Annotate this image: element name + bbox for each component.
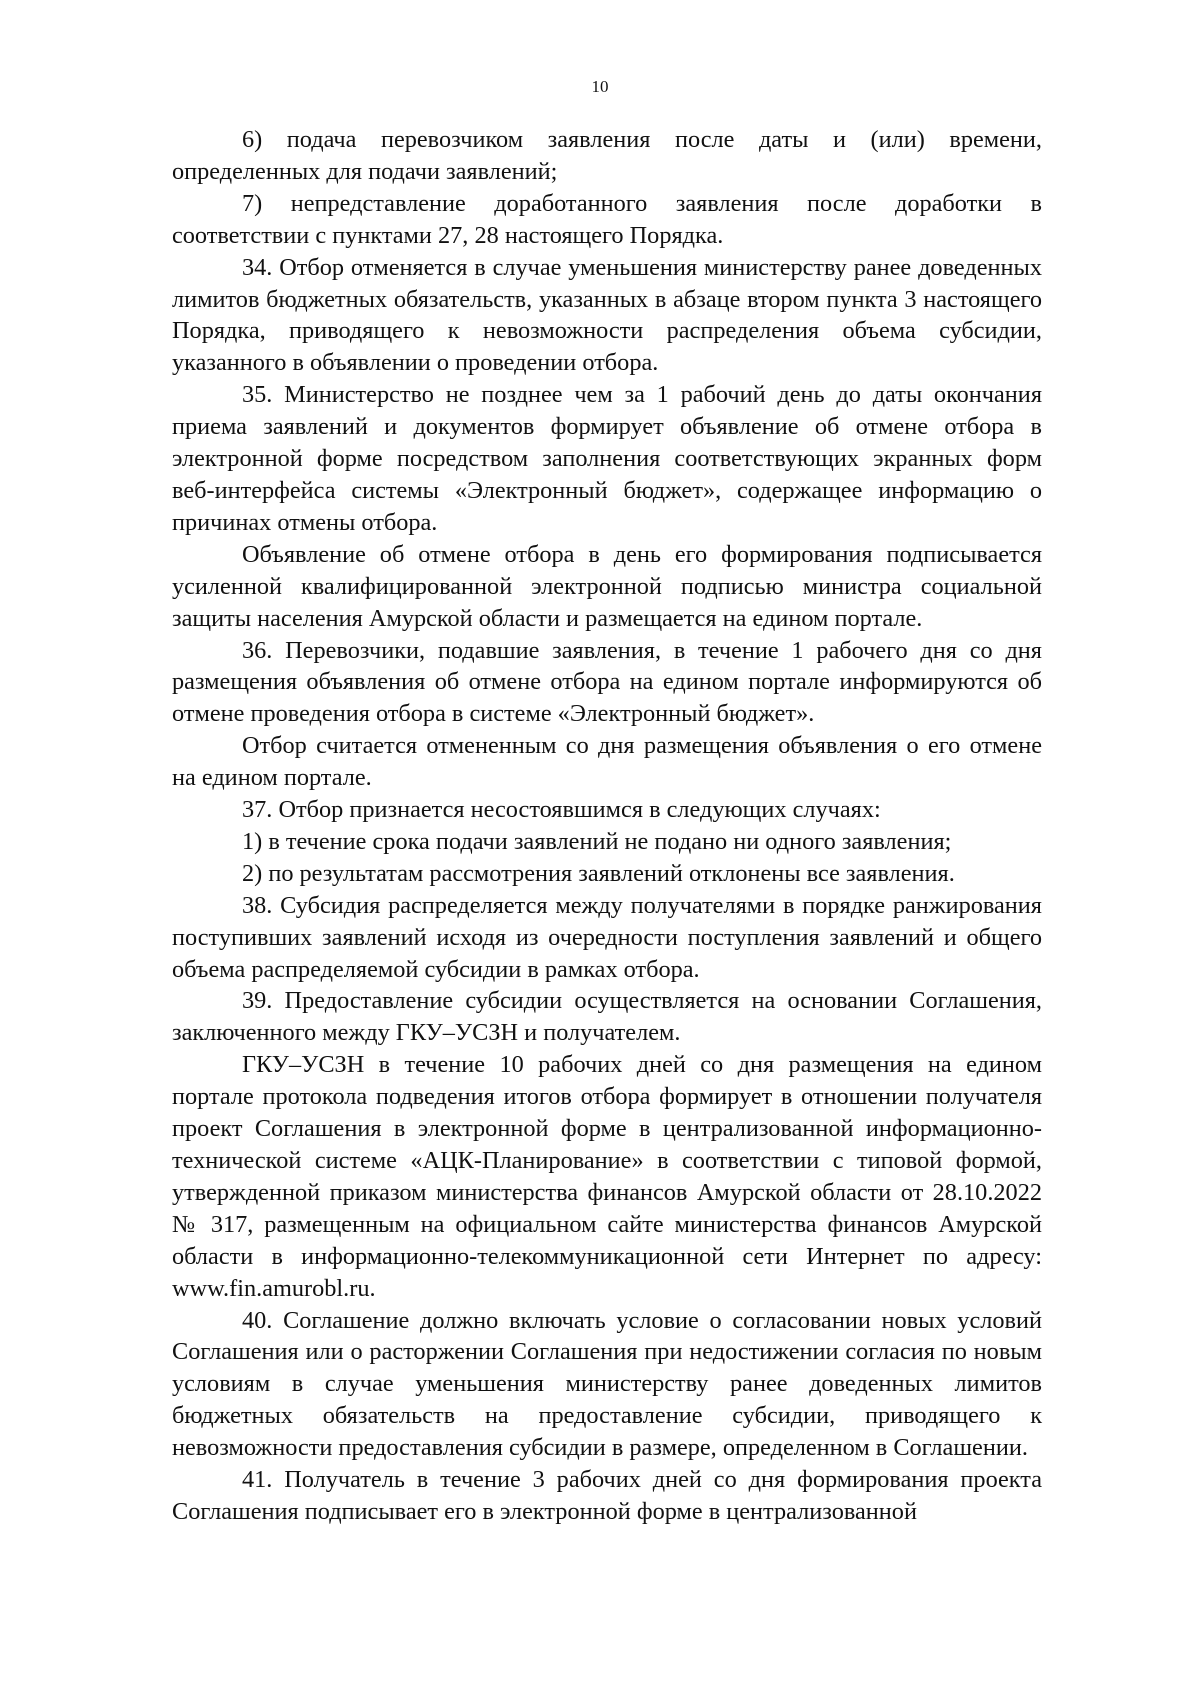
paragraph-37-case-2: 2) по результатам рассмотрения заявлений отклонены все заявления.: [242, 859, 955, 887]
paragraph-35: 35. Министерство не позднее чем за 1 рабочий день до даты окончания приема заявлений и документов формирует объявление об отмене отбора в электронной форме посредством заполнения соответствующих экранных форм веб-интерфейса системы «Электронный бюджет», содержащее информацию о причинах отмены отбора.: [172, 381, 1042, 536]
paragraph-36: 36. Перевозчики, подавшие заявления, в течение 1 рабочего дня со дня размещения объявления об отмене отбора на едином портале информируются об отмене проведения отбора в системе «Электронный бюджет».: [172, 636, 1042, 728]
paragraph-item-7: 7) непредставление доработанного заявления после доработки в соответствии с пунктами 27, 28 настоящего Порядка.: [172, 189, 1042, 249]
paragraph-41: 41. Получатель в течение 3 рабочих дней со дня формирования проекта Соглашения подписывает его в электронной форме в централизованной: [172, 1466, 1042, 1525]
page-number: 10: [591, 77, 609, 96]
paragraph-37: 37. Отбор признается несостоявшимся в следующих случаях:: [242, 796, 881, 824]
paragraph-36-cancelled: Отбор считается отмененным со дня размещения объявления о его отмене на едином портале.: [172, 732, 1042, 792]
paragraph-35-signing: Объявление об отмене отбора в день его формирования подписывается усиленной квалифицированной электронной подписью министра социальной защиты населения Амурской области и размещается на едином портале.: [172, 540, 1042, 632]
paragraph-37-case-1: 1) в течение срока подачи заявлений не подано ни одного заявления;: [242, 827, 952, 855]
paragraph-item-6: 6) подача перевозчиком заявления после даты и (или) времени, определенных для подачи заявлений;: [172, 126, 1042, 185]
paragraph-39: 39. Предоставление субсидии осуществляется на основании Соглашения, заключенного между ГКУ–УСЗН и получателем.: [172, 987, 1042, 1047]
paragraph-40: 40. Соглашение должно включать условие о согласовании новых условий Соглашения или о расторжении Соглашения при недостижении согласия по новым условиям в случае уменьшения министерству ранее доведенных лимитов бюджетных обязательств на предоставление субсидии, приводящего к невозможности предоставления субсидии в размере, определенном в Соглашении.: [172, 1306, 1042, 1462]
document-body: [172, 124, 1042, 1528]
paragraph-38: 38. Субсидия распределяется между получателями в порядке ранжирования поступивших заявлений исходя из очередности поступления заявлений и общего объема распределяемой субсидии в рамках отбора.: [172, 891, 1042, 983]
paragraph-34: 34. Отбор отменяется в случае уменьшения министерству ранее доведенных лимитов бюджетных обязательств, указанных в абзаце втором пункта 3 настоящего Порядка, приводящего к невозможности распределения объема субсидии, указанного в объявлении о проведении отбора.: [172, 253, 1042, 377]
paragraph-39-agreement-draft: ГКУ–УСЗН в течение 10 рабочих дней со дня размещения на едином портале протокола подведения итогов отбора формирует в отношении получателя проект Соглашения в электронной форме в централизованной информационно-технической системе «АЦК-Планирование» в соответствии с типовой формой, утвержденной приказом министерства финансов Амурской области от 28.10.2022 № 317, размещенным на официальном сайте министерства финансов Амурской области в информационно-телекоммуникационной сети Интернет по адресу: www.fin.amurobl.ru.: [172, 1051, 1042, 1302]
